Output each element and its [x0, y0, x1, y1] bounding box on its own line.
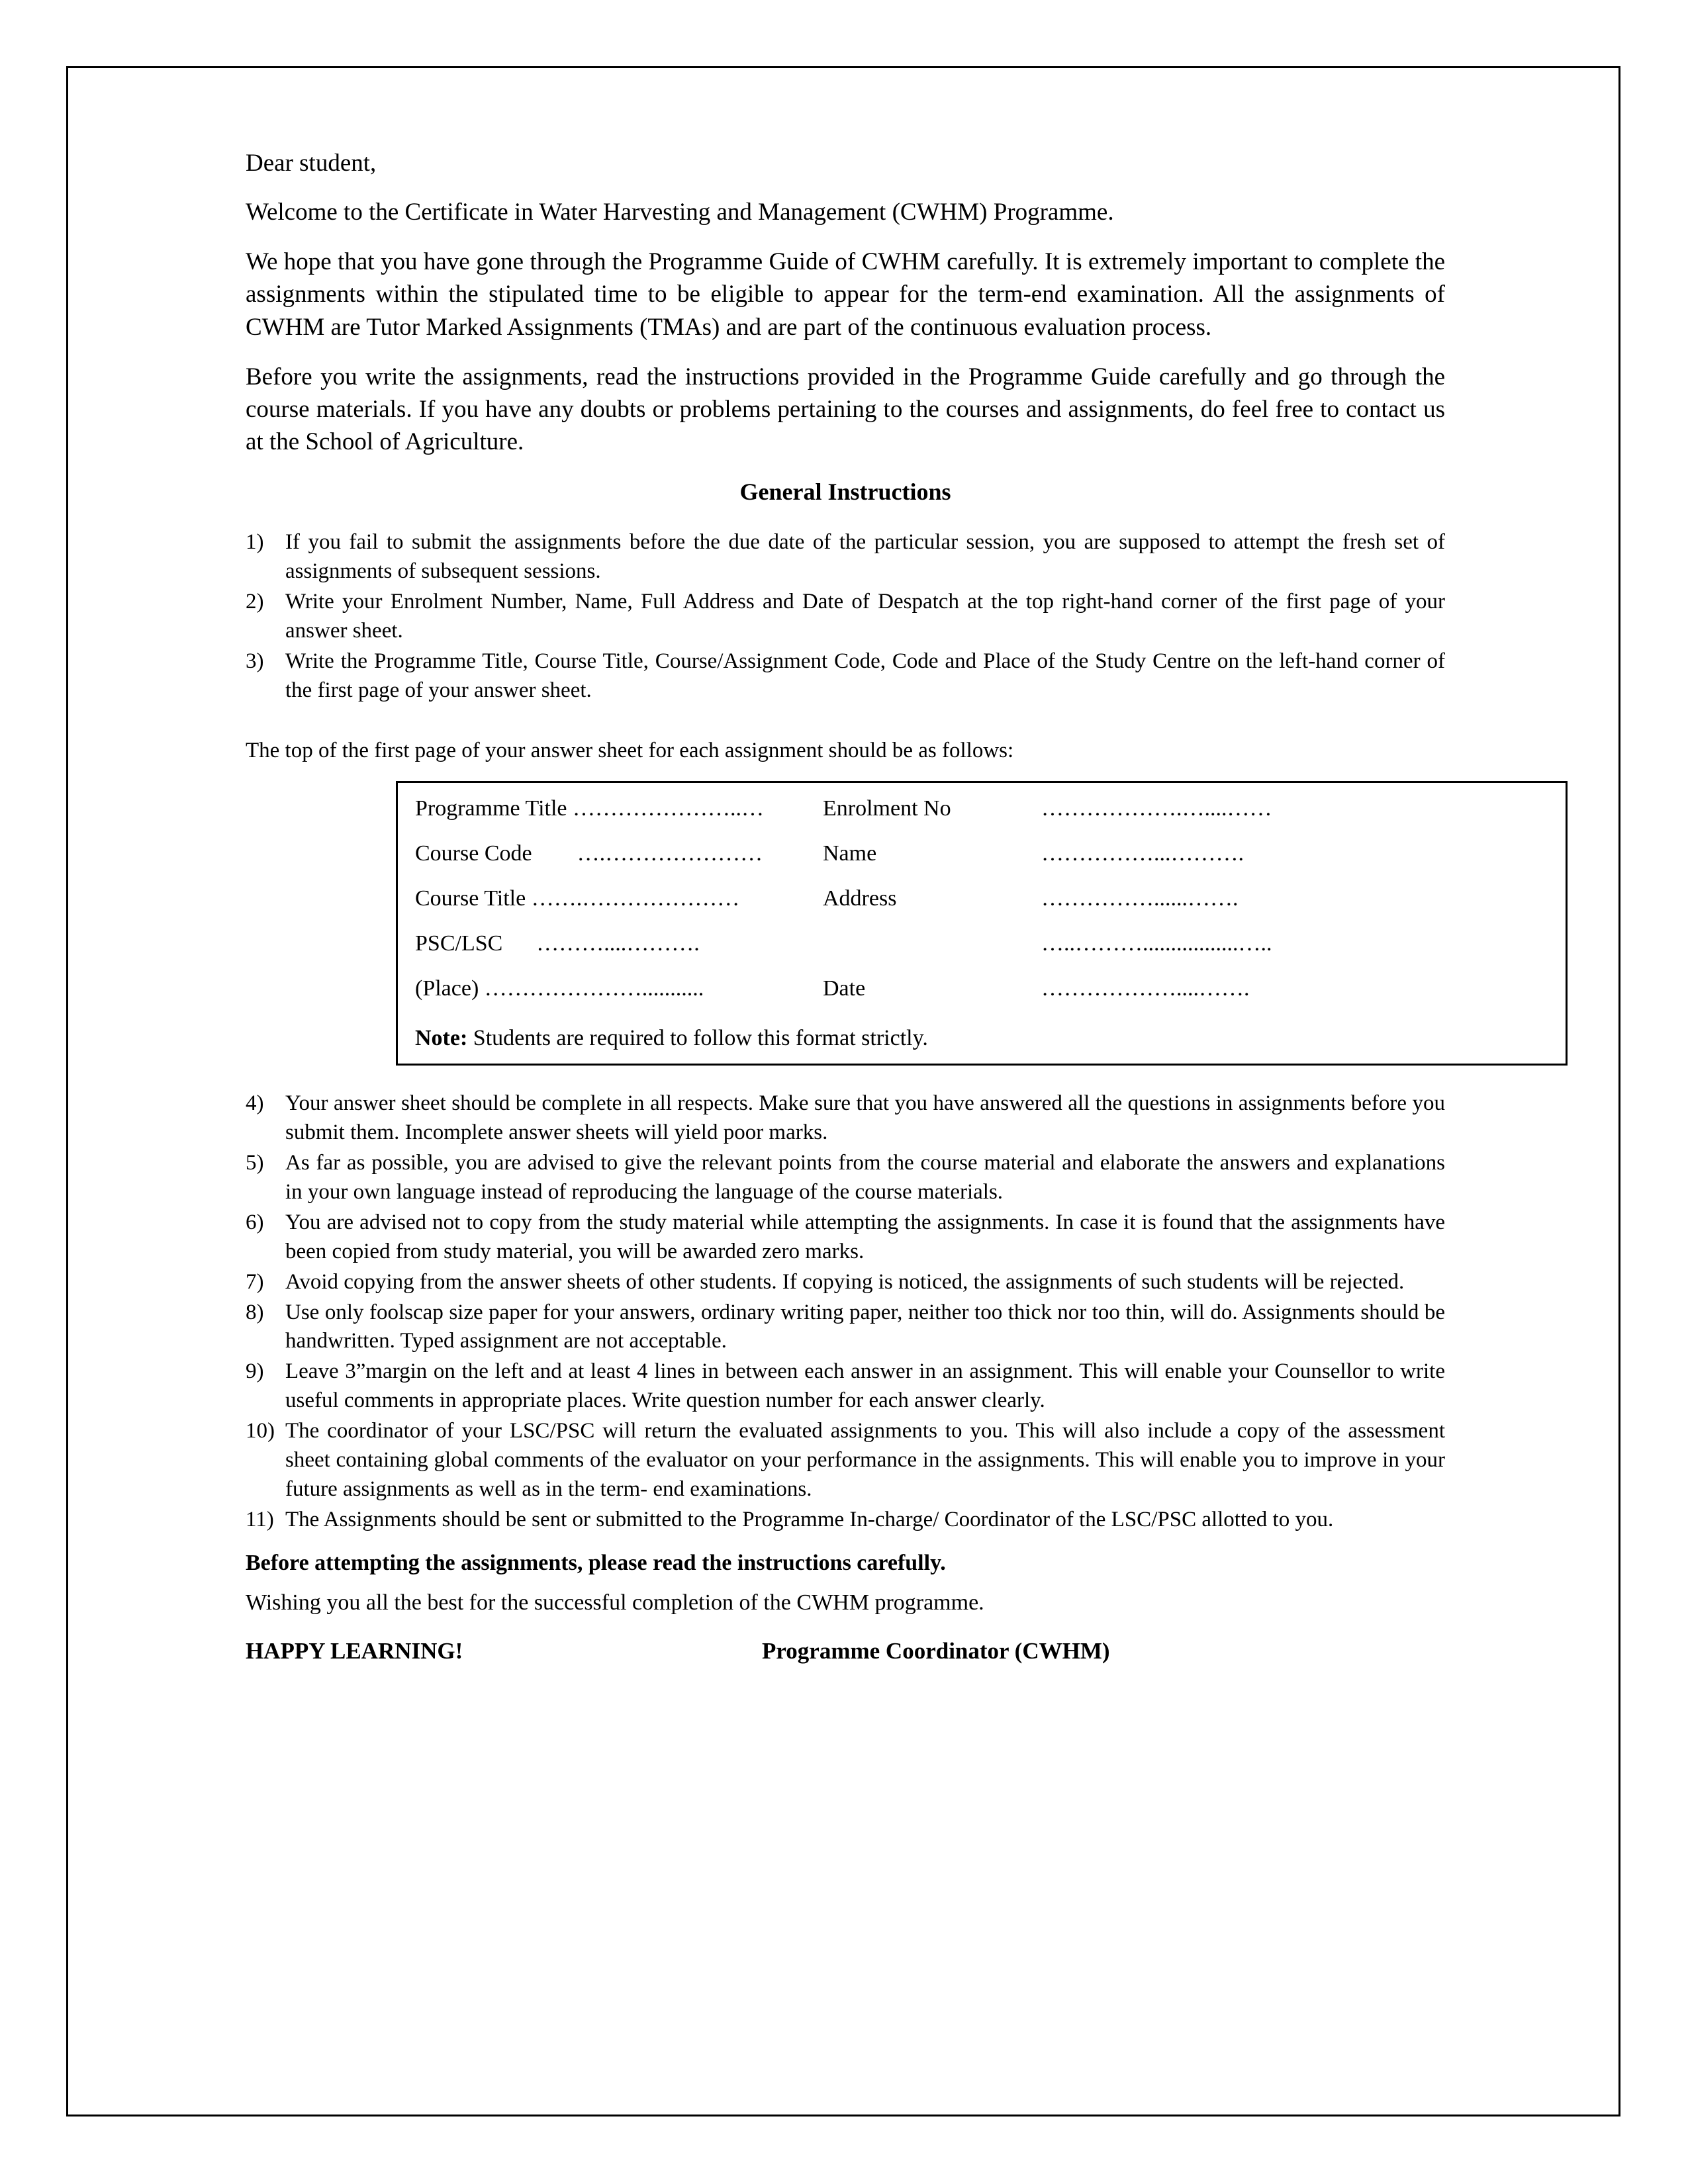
list-marker: 9) — [246, 1359, 264, 1384]
list-item-text: Use only foolscap size paper for your answers, ordinary writing paper, neither too thick nor too thin, will do. Assignments should be handwritten. Typed assignment are not acceptable. — [285, 1300, 1445, 1353]
format-row — [398, 840, 1566, 885]
list-item — [246, 1268, 1445, 1297]
signoff-happy-learning: HAPPY LEARNING! — [246, 1637, 463, 1664]
list-item — [246, 588, 1445, 646]
format-row — [398, 930, 1566, 975]
list-item — [246, 1506, 1445, 1535]
list-item-text: Your answer sheet should be complete in all respects. Make sure that you have answered all the questions in assignments before you submit them. Incomplete answer sheets will yield poor marks. — [285, 1091, 1445, 1145]
format-dots-right: ……………….…....…… — [1041, 796, 1272, 821]
list-marker: 4) — [246, 1091, 264, 1116]
answer-sheet-format-box — [396, 781, 1568, 1066]
list-marker: 2) — [246, 590, 264, 614]
list-item-text: If you fail to submit the assignments before the due date of the particular session, you are supposed to attempt the fresh set of assignments of subsequent sessions. — [285, 530, 1445, 584]
list-item-text: Write the Programme Title, Course Title, Course/Assignment Code, Code and Place of the Study Centre on the left-hand corner of the first page of your answer sheet. — [285, 649, 1445, 702]
list-item-text: Write your Enrolment Number, Name, Full Address and Date of Despatch at the top right-hand corner of the first page of your answer sheet. — [285, 590, 1445, 643]
list-item — [246, 528, 1445, 586]
welcome-paragraph: Welcome to the Certificate in Water Harvesting and Management (CWHM) Programme. — [246, 199, 1114, 226]
list-item — [246, 1208, 1445, 1267]
closing-wish-line: Wishing you all the best for the successful completion of the CWHM programme. — [246, 1590, 984, 1615]
format-dots-right: …..……….................….. — [1041, 931, 1272, 956]
format-label-mid: Address — [823, 886, 897, 911]
format-label-mid: Date — [823, 976, 866, 1001]
format-label-left: PSC/LSC ………....………. — [415, 931, 700, 956]
list-item — [246, 647, 1445, 705]
list-item-text: Leave 3”margin on the left and at least 4 lines in between each answer in an assignment. This will enable your Counsellor to write useful comments in appropriate places. Write question number for each answer clearly. — [285, 1359, 1445, 1413]
list-item — [246, 1357, 1445, 1416]
list-marker: 10) — [246, 1419, 275, 1443]
format-label-mid: Name — [823, 841, 877, 866]
intro-paragraph-1: We hope that you have gone through the Programme Guide of CWHM carefully. It is extremely important to complete the assignments within the stipulated time to be eligible to appear for the term-end examination. All the assignments of CWHM are Tutor Marked Assignments (TMAs) and are part of the continuous evaluation process. — [246, 248, 1445, 341]
format-label-mid: Enrolment No — [823, 796, 951, 821]
list-item-text: The Assignments should be sent or submitted to the Programme In-charge/ Coordinator of the LSC/PSC allotted to you. — [285, 1507, 1334, 1531]
format-label-left: Course Code ….………………… — [415, 841, 763, 866]
page-border-frame — [66, 66, 1620, 2116]
list-item — [246, 1417, 1445, 1504]
list-marker: 11) — [246, 1507, 274, 1531]
signoff-row — [246, 1638, 1445, 1664]
list-marker: 1) — [246, 530, 264, 555]
format-dots-right: ……………......……. — [1041, 886, 1239, 911]
list-item-text: The coordinator of your LSC/PSC will return the evaluated assignments to you. This will also include a copy of the assessment sheet containing global comments of the evaluator on your performance in the assignments. This will enable you to improve in your future assignments as well as in the term- end examinations. — [285, 1419, 1445, 1501]
instructions-list-part-2 — [246, 1089, 1445, 1534]
general-instructions-heading: General Instructions — [739, 478, 951, 506]
list-item-text: You are advised not to copy from the study material while attempting the assignments. In case it is found that the assignments have been copied from study material, you will be awarded zero marks. — [285, 1210, 1445, 1263]
list-marker: 7) — [246, 1269, 264, 1294]
format-intro-line: The top of the first page of your answer sheet for each assignment should be as follows: — [246, 738, 1014, 762]
format-row — [398, 975, 1566, 1020]
list-item — [246, 1298, 1445, 1357]
salutation-text: Dear student, — [246, 150, 377, 177]
document-content — [246, 148, 1445, 1664]
format-label-left: (Place) …………………........... — [415, 976, 704, 1001]
list-item-text: As far as possible, you are advised to give the relevant points from the course material and elaborate the answers and explanations in your own language instead of reproducing the language of the course materials. — [285, 1151, 1445, 1205]
format-label-left: Programme Title …………………..… — [415, 796, 765, 821]
format-note-row — [398, 1020, 1566, 1057]
intro-paragraph-2: Before you write the assignments, read the instructions provided in the Programme Guide carefully and go through the course materials. If you have any doubts or problems pertaining to the courses and assignments, do feel free to contact us at the School of Agriculture. — [246, 363, 1445, 456]
list-item-text: Avoid copying from the answer sheets of other students. If copying is noticed, the assignments of such students will be rejected. — [285, 1269, 1405, 1294]
format-dots-right: ……………...………. — [1041, 841, 1244, 866]
list-marker: 5) — [246, 1151, 264, 1175]
list-marker: 8) — [246, 1300, 264, 1324]
closing-bold-line: Before attempting the assignments, please read the instructions carefully. — [246, 1550, 946, 1575]
format-dots-right: ………………....……. — [1041, 976, 1250, 1001]
list-item — [246, 1149, 1445, 1207]
signoff-coordinator: Programme Coordinator (CWHM) — [762, 1637, 1110, 1664]
list-marker: 3) — [246, 649, 264, 673]
format-label-left: Course Title …….………………… — [415, 886, 740, 911]
format-row — [398, 885, 1566, 930]
instructions-list-part-1 — [246, 528, 1445, 705]
format-row — [398, 795, 1566, 840]
format-note-label: Note: — [415, 1026, 468, 1051]
format-note-text: Students are required to follow this format strictly. — [467, 1026, 928, 1051]
list-marker: 6) — [246, 1210, 264, 1234]
list-item — [246, 1089, 1445, 1148]
